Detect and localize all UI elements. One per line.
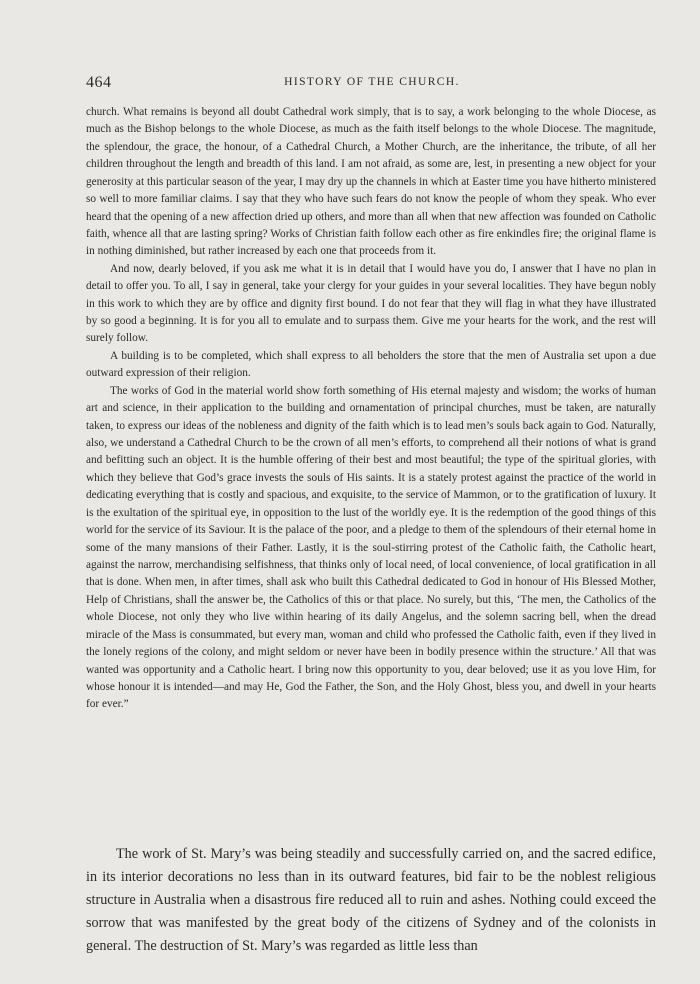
narrative-paragraph: The work of St. Mary’s was being steadily and successfully carried on, and the sacred edifice, in its interior decorations no less than in its outward features, bid fair to be the noblest religious structure in Australia when a disastrous fire reduced all to ruin and ashes. Nothing could exceed the sorrow that was manifested by the great body of the citizens of Sydney and of the colonists in general. The destruction of St. Mary’s was regarded as little less than (86, 846, 656, 955)
narrative-text (86, 843, 656, 958)
page-number: 464 (86, 74, 112, 91)
running-title: HISTORY OF THE CHURCH. (284, 76, 460, 88)
quote-paragraph-2: And now, dearly beloved, if you ask me what it is in detail that I would have you do, I answer that I have no plan in detail to offer you. To all, I say in general, take your clergy for your guides in your several localities. They have begun nobly in this work to which they are by office and dignity first bound. I do not fear that they will flag in what they have illustrated by so good a beginning. It is for you all to emulate and to surpass them. Give me your hearts for the work, and the rest will surely follow. (86, 262, 656, 345)
running-head (86, 74, 658, 94)
quote-paragraph-3: A building is to be completed, which shall express to all beholders the store that the men of Australia set upon a due outward expression of their religion. (86, 349, 656, 380)
quoted-pastoral-letter (86, 104, 656, 714)
quote-paragraph-4: The works of God in the material world show forth something of His eternal majesty and wisdom; the works of human art and science, in their application to the building and ornamentation of principal churches, must be taken, are naturally taken, to express our ideas of the nobleness and dignity of the faith which is to lead men’s souls back again to God. Naturally, also, we understand a Cathedral Church to be the crown of all men’s efforts, to comprehend all their notions of what is grand and befitting such an object. It is the humble offering of their best and most beautiful; the type of the spiritual glories, with which they believe that God’s grace invests the souls of His saints. It is a stately protest against the practice of the world in dedicating everything that is costly and spacious, and exquisite, to the service of Mammon, or to the gratification of luxury. It is the exultation of the spiritual eye, in opposition to the lust of the worldly eye. It is the redemption of the good things of this world for the service of its Saviour. It is the palace of the poor, and a pledge to them of the splendours of their eternal home in some of the many mansions of their Father. Lastly, it is the soul-stirring protest of the Catholic faith, the Catholic heart, against the narrow, merchandising selfishness, that thinks only of local need, of local convenience, of local gratification in all that is done. When men, in after times, shall ask who built this Cathedral dedicated to God in honour of His Blessed Mother, Help of Christians, shall the answer be, the Catholics of this or that place. No surely, but this, ‘The men, the Catholics of the whole Diocese, not only they who live within hearing of its daily Angelus, and the solemn sacring bell, when the dread miracle of the Mass is consummated, but every man, woman and child who professed the Catholic faith, even if they lived in the lonely regions of the colony, and might seldom or never have been in bodily presence within the structure.’ All that was wanted was opportunity and a Catholic heart. I bring now this opportunity to you, dear beloved; use it as you love Him, for whose honour it is intended—and may He, God the Father, the Son, and the Holy Ghost, bless you, and dwell in your hearts for ever.” (86, 384, 656, 711)
quote-paragraph-1: church. What remains is beyond all doubt Cathedral work simply, that is to say, a work belonging to the whole Diocese, as much as the Bishop belongs to the whole Diocese, as much as the faith itself belongs to the whole Diocese. The magnitude, the splendour, the grace, the honour, of a Cathedral Church, a Mother Church, are the inheritance, the tribute, of all her children throughout the length and breadth of this land. I am not afraid, as some are, lest, in presenting a new object for your generosity at this particular season of the year, I may dry up the channels in which at Easter time you have hitherto ministered so well to more familiar claims. I say that they who have such fears do not know the people of whom they speak. Who ever heard that the opening of a new affection dried up others, and more than all when that new affection was founded on Catholic faith, whence all that are lasting spring? Works of Christian faith follow each other as fire enkindles fire; the original flame is in nothing diminished, but rather increased by each one that proceeds from it. (86, 106, 656, 258)
